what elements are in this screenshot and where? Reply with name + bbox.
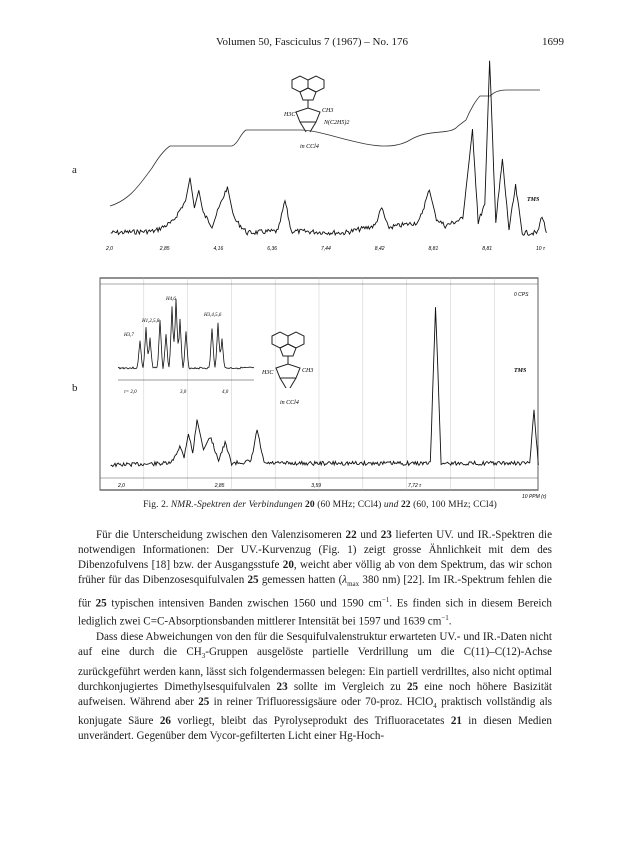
inset-axis-label-1: τ= 2,0 [124, 390, 137, 395]
x-tick-label: 4,16 [213, 246, 224, 252]
inset-peak-label-4: H3,4,5,6 [204, 313, 222, 318]
bottom-scale-label-b: 10 PPM (τ) [522, 494, 547, 500]
tms-label-b: TMS [514, 368, 527, 374]
solvent-label-b: in CCl4 [280, 400, 299, 406]
x-tick-label: 8,81 [482, 246, 493, 252]
x-tick-labels-b [117, 483, 422, 489]
caption-connector: und [383, 500, 399, 510]
x-tick-label: 7,72 τ [408, 483, 421, 489]
caption-conditions-2: (60, 100 MHz; CCl4) [413, 500, 497, 510]
x-tick-label: 2,0 [118, 483, 125, 489]
inset-trace-b [118, 299, 254, 369]
inset-axis-label-3: 4,0 [222, 390, 229, 395]
methyl-label-left-a: H3C [284, 112, 296, 118]
caption-italic: NMR.-Spektren der Verbindungen [170, 500, 303, 510]
methyl-label-right-b: CH3 [302, 368, 314, 374]
x-tick-label: 8,42 [374, 246, 385, 252]
amine-label-a: N(C2H5)2 [324, 120, 350, 126]
figure-caption [60, 500, 580, 510]
x-tick-label: 2,85 [214, 483, 225, 489]
caption-prefix: Fig. 2. [143, 500, 169, 510]
methyl-label-left-b: H3C [262, 370, 274, 376]
inset-peak-label-1: H1,2,5,8 [142, 319, 160, 324]
methyl-label-right-a: CH3 [322, 108, 334, 114]
body-text [78, 528, 552, 744]
caption-compound-2: 22 [400, 500, 411, 510]
paragraph-2: Dass diese Abweichungen von den für die Sesquifulvalenstruktur erwarteten UV.- und IR.-Daten nicht auf eine durch die $CH_3$-Gruppen ausgelöste partielle Verdrillung um die C(11)–C(12)-Achse zurückgeführt werden kann, lässt sich folgendermassen belegen: Ein partiell verdrilltes, also nicht optimal durchkonjugiertes Dimethylsesquifulvalen 23 sollte im Vergleich zu 25 eine noch höhere Basizität aufweisen. Während aber 25 in reiner Trifluoressigsäure oder 70-proz. HClO$_4$ praktisch vollständig als konjugate Säure 26 vorliegt, bleibt das Pyrolyseprodukt des Trifluoracetates 21 in diesen Medien unverändert. Gegenüber dem Vycor-gefilterten Licht einer Hg-Hoch- [78, 631, 552, 743]
panel-label-b: b [72, 382, 78, 394]
inset-peak-label-3: H4,6 [166, 297, 176, 302]
inset-axis-label-2: 3,0 [180, 390, 187, 395]
structure-drawing-b [272, 332, 304, 388]
page-number: 1699 [542, 36, 564, 48]
panel-label-a: a [72, 164, 77, 176]
caption-conditions-1: (60 MHz; CCl4) [317, 500, 382, 510]
solvent-label-a: in CCl4 [300, 144, 319, 150]
x-tick-label: 8,81 [428, 246, 439, 252]
tms-label-a: TMS [527, 197, 540, 203]
paragraph-1: Für die Unterscheidung zwischen den Valenzisomeren 22 und 23 lieferten UV. und IR.-Spektren die notwendigen Informationen: Der UV.-Kurvenzug (Fig. 1) zeigt grosse Ähnlichkeit mit dem des Dibenzofulvens [18] bzw. der Ausgangsstufe 20, weicht aber völlig ab von dem Spektrum, das wir schon früher für das Dibenzosesquifulvalen 25 gemessen hatten ($\lambda_{max}$ 380 nm) [22]. Im IR.-Spektrum fehlen die für 25 typischen intensiven Banden zwischen 1560 und 1590 $cm^{-1}$. Es finden sich in diesem Bereich lediglich zwei C=C-Absorptionsbanden mittlerer Intensität bei 1597 und 1639 $cm^{-1}$. [78, 529, 553, 629]
grid-lines-b [100, 278, 538, 490]
caption-compound-1: 20 [305, 500, 315, 510]
top-scale-label-b: 0 CPS [514, 292, 529, 298]
x-tick-label: 2,85 [159, 246, 170, 252]
x-tick-label: 7,44 [321, 246, 331, 252]
x-tick-label: 10 τ [536, 246, 545, 252]
running-title: Volumen 50, Fasciculus 7 (1967) – No. 176 [216, 36, 408, 48]
inset-spectrum-b [118, 297, 254, 395]
x-tick-label: 3,59 [311, 483, 322, 489]
x-tick-label: 2,0 [106, 246, 113, 252]
inset-peak-label-2: H3,7 [124, 333, 134, 338]
x-tick-label: 6,36 [267, 246, 278, 252]
